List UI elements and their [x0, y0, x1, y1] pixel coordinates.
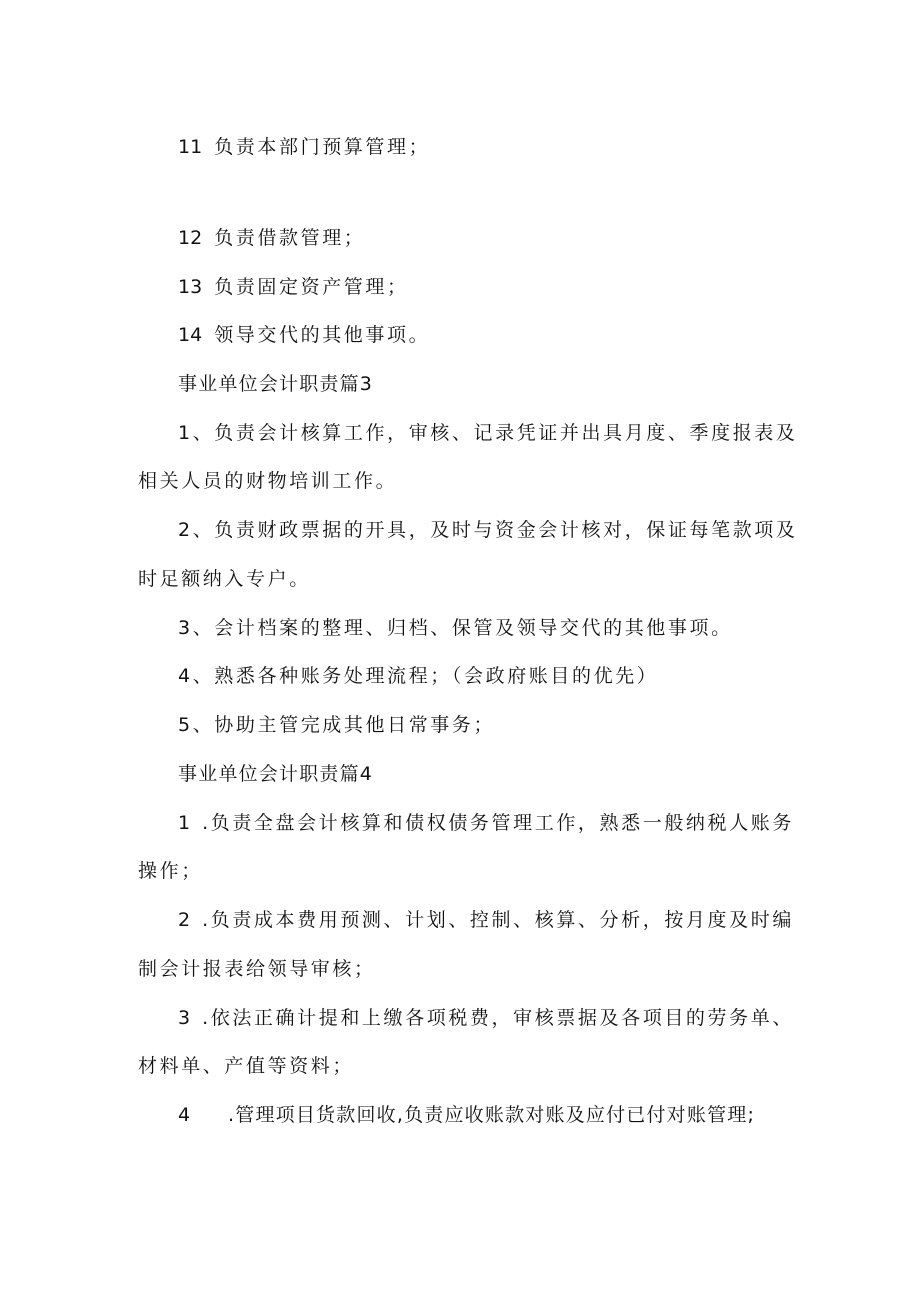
item-text: 负责借款管理； — [214, 227, 366, 249]
item-text: 领导交代的其他事项。 — [214, 324, 431, 346]
section-heading-3: 事业单位会计职责篇3 — [178, 373, 374, 395]
list-item-3-1-line2: 相关人员的财物培训工作。 — [138, 470, 398, 492]
list-item-3-5: 5、协助主管完成其他日常事务； — [178, 714, 496, 736]
item-text: .管理项目货款回收,负责应收账款对账及应付已付对账管理; — [228, 1104, 756, 1126]
list-item-3-3: 3、会计档案的整理、归档、保管及领导交代的其他事项。 — [178, 617, 733, 639]
section-heading-4: 事业单位会计职责篇4 — [178, 763, 374, 785]
list-item-4-3-line2: 材料单、产值等资料； — [138, 1055, 355, 1077]
item-number: 4 — [178, 1104, 191, 1126]
item-text: 负责固定资产管理； — [214, 276, 409, 298]
list-item-11 — [178, 134, 430, 160]
list-item-4-1-line1 — [178, 810, 794, 836]
item-number: 11 — [178, 136, 203, 158]
item-number: 3 — [178, 1007, 191, 1029]
item-text: .依法正确计提和上缴各项税费，审核票据及各项目的劳务单、 — [202, 1007, 794, 1029]
list-item-4-2-line1 — [178, 907, 794, 933]
item-number: 2 — [178, 909, 191, 931]
list-item-12 — [178, 225, 365, 251]
list-item-3-2-line2: 时足额纳入专户。 — [138, 568, 311, 590]
list-item-3-2-line1: 2、负责财政票据的开具，及时与资金会计核对，保证每笔款项及 — [178, 519, 798, 541]
list-item-3-4: 4、熟悉各种账务处理流程；（会政府账目的优先） — [178, 665, 659, 687]
item-text: .负责成本费用预测、计划、控制、核算、分析，按月度及时编 — [202, 909, 794, 931]
item-number: 14 — [178, 324, 203, 346]
list-item-4-4 — [178, 1102, 755, 1128]
item-number: 12 — [178, 227, 203, 249]
item-text: 负责本部门预算管理； — [214, 136, 431, 158]
list-item-4-2-line2: 制会计报表给领导审核； — [138, 958, 376, 980]
list-item-13 — [178, 274, 409, 300]
list-item-3-1-line1: 1、负责会计核算工作，审核、记录凭证并出具月度、季度报表及 — [178, 422, 798, 444]
item-number: 13 — [178, 276, 203, 298]
list-item-14 — [178, 322, 430, 348]
item-text: .负责全盘会计核算和债权债务管理工作，熟悉一般纳税人账务 — [202, 812, 794, 834]
list-item-4-3-line1 — [178, 1005, 794, 1031]
item-number: 1 — [178, 812, 191, 834]
list-item-4-1-line2: 操作； — [138, 860, 203, 882]
